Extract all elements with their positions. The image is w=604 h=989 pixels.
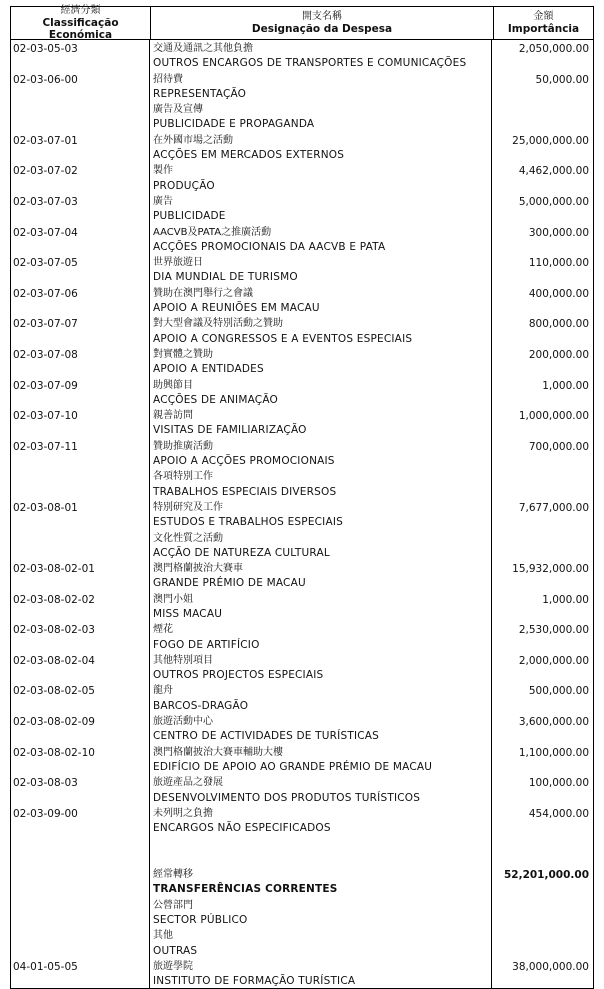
row-description — [150, 835, 492, 866]
row-desc-pt: TRABALHOS ESPECIAIS DIVERSOS — [153, 485, 337, 498]
table-row — [11, 438, 593, 469]
row-desc-pt: CENTRO DE ACTIVIDADES DE TURÍSTICAS — [153, 730, 380, 743]
header-code-pt: Classificação Económica — [42, 17, 119, 41]
row-desc-pt: APOIO A CONGRESSOS E A EVENTOS ESPECIAIS — [153, 332, 413, 345]
row-desc-pt: OUTROS PROJECTOS ESPECIAIS — [153, 669, 324, 682]
row-desc-zh: 澳門格蘭披治大賽車輔助大樓 — [153, 746, 283, 758]
table-row — [11, 377, 593, 408]
row-amount-value: 110,000.00 — [528, 257, 589, 270]
row-code — [11, 530, 150, 561]
row-desc-pt: DIA MUNDIAL DE TURISMO — [153, 271, 298, 284]
row-description — [150, 866, 492, 897]
row-desc-zh: 澳門小姐 — [153, 593, 193, 605]
row-amount — [492, 591, 593, 622]
row-amount-value: 2,000,000.00 — [518, 654, 589, 667]
row-amount — [492, 530, 593, 561]
row-desc-zh: 文化性質之活動 — [153, 532, 223, 544]
row-desc-pt: REPRESENTAÇÃO — [153, 87, 247, 100]
table-row — [11, 346, 593, 377]
row-desc-zh: 對實體之贊助 — [153, 348, 213, 360]
header-code-zh: 經濟分類 — [60, 5, 101, 16]
row-desc-zh: 對大型會議及特別活動之贊助 — [153, 318, 283, 330]
row-desc-zh: 各項特別工作 — [153, 471, 213, 483]
row-code: 02-03-08-02-09 — [11, 713, 150, 744]
row-description — [150, 713, 492, 744]
row-code: 02-03-07-09 — [11, 377, 150, 408]
table-row — [11, 835, 593, 866]
row-amount-value: 500,000.00 — [528, 685, 589, 698]
row-desc-pt: FOGO DE ARTIFÍCIO — [153, 638, 260, 651]
row-desc-pt: APOIO A REUNIÕES EM MACAU — [153, 302, 320, 315]
row-desc-zh: 世界旅遊日 — [153, 257, 203, 269]
row-desc-zh: 贊助推廣活動 — [153, 440, 213, 452]
row-code: 04-01-05-05 — [11, 958, 150, 989]
table-row — [11, 682, 593, 713]
header-amount-pt: Importância — [507, 23, 580, 35]
row-desc-pt: PUBLICIDADE E PROPAGANDA — [153, 118, 315, 131]
row-description — [150, 132, 492, 163]
row-amount-value: 200,000.00 — [528, 348, 589, 361]
row-desc-pt: DESENVOLVIMENTO DOS PRODUTOS TURÍSTICOS — [153, 791, 421, 804]
row-desc-zh: 旅遊活動中心 — [153, 716, 213, 728]
row-amount — [492, 40, 593, 71]
row-desc-zh: 煙花 — [153, 624, 173, 636]
table-header — [11, 7, 593, 40]
row-desc-pt: PUBLICIDADE — [153, 210, 226, 223]
table-row — [11, 744, 593, 775]
row-desc-zh: 旅遊產品之發展 — [153, 777, 223, 789]
table-row — [11, 530, 593, 561]
row-code: 02-03-07-02 — [11, 162, 150, 193]
row-code: 02-03-08-02-03 — [11, 621, 150, 652]
row-amount — [492, 346, 593, 377]
row-code: 02-03-07-06 — [11, 285, 150, 316]
table-row — [11, 897, 593, 928]
row-desc-pt: BARCOS-DRAGÃO — [153, 699, 249, 712]
row-amount-value: 1,000.00 — [542, 379, 589, 392]
row-amount-value: 25,000,000.00 — [512, 134, 589, 147]
table-row — [11, 927, 593, 958]
row-amount — [492, 805, 593, 836]
row-description — [150, 162, 492, 193]
row-desc-pt: INSTITUTO DE FORMAÇÃO TURÍSTICA — [153, 975, 356, 988]
row-desc-pt: ENCARGOS NÃO ESPECIFICADOS — [153, 822, 331, 835]
row-description — [150, 193, 492, 224]
row-desc-zh: 廣告 — [153, 195, 173, 207]
table-row — [11, 774, 593, 805]
table-row — [11, 285, 593, 316]
row-desc-pt: EDIFÍCIO DE APOIO AO GRANDE PRÉMIO DE MACAU — [153, 760, 433, 773]
row-desc-pt: TRANSFERÊNCIAS CORRENTES — [153, 883, 338, 896]
row-desc-zh: 未列明之負擔 — [153, 807, 213, 819]
row-amount-value: 3,600,000.00 — [518, 716, 589, 729]
row-description — [150, 40, 492, 71]
table-row — [11, 254, 593, 285]
row-amount — [492, 438, 593, 469]
row-amount-value: 52,201,000.00 — [503, 869, 589, 882]
row-desc-zh: 在外國市場之活動 — [153, 134, 233, 146]
header-amount-zh: 金額 — [533, 11, 554, 22]
row-desc-pt: ESTUDOS E TRABALHOS ESPECIAIS — [153, 516, 344, 529]
row-amount — [492, 866, 593, 897]
row-desc-pt: ACÇÕES EM MERCADOS EXTERNOS — [153, 149, 345, 162]
row-description — [150, 621, 492, 652]
row-desc-zh: 廣告及宣傳 — [153, 104, 203, 116]
row-description — [150, 958, 492, 989]
row-code — [11, 468, 150, 499]
row-desc-zh: 其他特別項目 — [153, 654, 213, 666]
row-amount — [492, 162, 593, 193]
header-amount — [494, 7, 593, 39]
row-amount-value: 7,677,000.00 — [518, 501, 589, 514]
row-amount-value: 15,932,000.00 — [512, 563, 589, 576]
table-row — [11, 805, 593, 836]
row-code: 02-03-05-03 — [11, 40, 150, 71]
row-desc-zh: 招待費 — [153, 73, 183, 85]
row-amount-value: 454,000.00 — [528, 807, 589, 820]
row-desc-zh: 贊助在澳門舉行之會議 — [153, 287, 253, 299]
row-code: 02-03-07-04 — [11, 224, 150, 255]
table-row — [11, 224, 593, 255]
row-description — [150, 744, 492, 775]
row-description — [150, 560, 492, 591]
row-amount — [492, 682, 593, 713]
row-amount — [492, 621, 593, 652]
row-amount — [492, 744, 593, 775]
table-row — [11, 407, 593, 438]
row-description — [150, 101, 492, 132]
row-desc-zh: 製作 — [153, 165, 173, 177]
row-desc-zh: 龍舟 — [153, 685, 173, 697]
budget-table — [10, 6, 594, 989]
row-description — [150, 591, 492, 622]
row-description — [150, 652, 492, 683]
row-code: 02-03-08-02-10 — [11, 744, 150, 775]
row-description — [150, 468, 492, 499]
row-amount — [492, 132, 593, 163]
header-desc-zh: 開支名稱 — [302, 11, 342, 22]
row-description — [150, 530, 492, 561]
row-code: 02-03-07-01 — [11, 132, 150, 163]
row-amount — [492, 224, 593, 255]
row-desc-pt — [153, 852, 491, 866]
row-amount-value: 1,000,000.00 — [518, 410, 589, 423]
row-desc-zh — [153, 837, 491, 851]
row-amount-value: 1,000.00 — [542, 593, 589, 606]
row-description — [150, 377, 492, 408]
row-amount-value: 800,000.00 — [528, 318, 589, 331]
row-description — [150, 774, 492, 805]
row-description — [150, 682, 492, 713]
row-desc-zh: AACVB及PATA之推廣活動 — [153, 226, 272, 238]
row-amount — [492, 713, 593, 744]
row-description — [150, 315, 492, 346]
table-row — [11, 591, 593, 622]
table-row — [11, 132, 593, 163]
row-amount — [492, 468, 593, 499]
row-description — [150, 346, 492, 377]
row-code: 02-03-08-02-04 — [11, 652, 150, 683]
row-code: 02-03-08-02-05 — [11, 682, 150, 713]
table-row — [11, 621, 593, 652]
row-desc-pt: VISITAS DE FAMILIARIZAÇÃO — [153, 424, 307, 437]
row-desc-pt: MISS MACAU — [153, 607, 223, 620]
row-code: 02-03-07-03 — [11, 193, 150, 224]
table-row — [11, 193, 593, 224]
row-code: 02-03-07-08 — [11, 346, 150, 377]
row-amount-value: 38,000,000.00 — [512, 960, 589, 973]
header-description — [151, 7, 494, 39]
table-row — [11, 866, 593, 897]
table-row — [11, 652, 593, 683]
row-amount — [492, 835, 593, 866]
row-description — [150, 927, 492, 958]
row-amount — [492, 285, 593, 316]
row-code: 02-03-07-11 — [11, 438, 150, 469]
row-description — [150, 499, 492, 530]
row-amount — [492, 315, 593, 346]
row-amount — [492, 927, 593, 958]
row-desc-zh: 交通及通訊之其他負擔 — [153, 43, 253, 54]
row-amount-value: 2,530,000.00 — [518, 624, 589, 637]
row-amount — [492, 193, 593, 224]
table-row — [11, 713, 593, 744]
row-code — [11, 897, 150, 928]
row-code — [11, 835, 150, 866]
table-row — [11, 499, 593, 530]
row-code: 02-03-09-00 — [11, 805, 150, 836]
row-desc-pt: APOIO A ACÇÕES PROMOCIONAIS — [153, 455, 335, 468]
row-code: 02-03-08-03 — [11, 774, 150, 805]
row-amount-value: 5,000,000.00 — [518, 195, 589, 208]
row-amount-value: 100,000.00 — [528, 777, 589, 790]
row-amount — [492, 101, 593, 132]
row-amount — [492, 71, 593, 102]
row-description — [150, 407, 492, 438]
row-amount — [492, 958, 593, 989]
row-amount-value: 1,100,000.00 — [518, 746, 589, 759]
row-amount-value: 400,000.00 — [528, 287, 589, 300]
table-row — [11, 101, 593, 132]
row-desc-zh: 經常轉移 — [153, 869, 193, 881]
row-desc-pt: PRODUÇÃO — [153, 179, 215, 192]
row-code: 02-03-08-02-02 — [11, 591, 150, 622]
row-amount-value: 50,000.00 — [535, 73, 589, 86]
row-description — [150, 71, 492, 102]
row-code — [11, 101, 150, 132]
row-desc-pt: APOIO A ENTIDADES — [153, 363, 264, 376]
row-desc-pt: OUTRAS — [153, 944, 198, 957]
row-code: 02-03-07-05 — [11, 254, 150, 285]
row-code: 02-03-08-02-01 — [11, 560, 150, 591]
row-amount — [492, 499, 593, 530]
table-row — [11, 468, 593, 499]
table-row — [11, 958, 593, 989]
table-row — [11, 162, 593, 193]
table-row — [11, 71, 593, 102]
row-amount — [492, 897, 593, 928]
row-description — [150, 438, 492, 469]
header-code — [11, 7, 151, 39]
row-desc-zh: 親善訪問 — [153, 410, 193, 422]
row-amount-value: 700,000.00 — [528, 440, 589, 453]
row-desc-pt: SECTOR PÚBLICO — [153, 913, 248, 926]
row-amount — [492, 254, 593, 285]
row-code: 02-03-06-00 — [11, 71, 150, 102]
row-desc-zh: 公營部門 — [153, 899, 193, 911]
row-description — [150, 254, 492, 285]
header-desc-pt: Designação da Despesa — [251, 23, 393, 35]
table-row — [11, 315, 593, 346]
row-desc-zh: 助興節目 — [153, 379, 193, 391]
row-amount — [492, 377, 593, 408]
row-desc-zh: 旅遊學院 — [153, 960, 193, 972]
row-amount — [492, 652, 593, 683]
row-description — [150, 224, 492, 255]
row-code: 02-03-08-01 — [11, 499, 150, 530]
row-amount — [492, 774, 593, 805]
row-amount — [492, 560, 593, 591]
table-row — [11, 560, 593, 591]
row-amount-value: 300,000.00 — [528, 226, 589, 239]
table-body — [11, 40, 593, 988]
row-code — [11, 927, 150, 958]
row-desc-pt: GRANDE PRÉMIO DE MACAU — [153, 577, 306, 590]
row-amount-value: 4,462,000.00 — [518, 165, 589, 178]
row-desc-pt: ACÇÕES PROMOCIONAIS DA AACVB E PATA — [153, 240, 386, 253]
row-desc-pt: ACÇÃO DE NATUREZA CULTURAL — [153, 546, 330, 559]
row-desc-zh: 其他 — [153, 930, 173, 942]
row-description — [150, 805, 492, 836]
table-row — [11, 40, 593, 71]
row-desc-pt: OUTROS ENCARGOS DE TRANSPORTES E COMUNICAÇÕES — [153, 57, 467, 70]
row-code: 02-03-07-10 — [11, 407, 150, 438]
row-code: 02-03-07-07 — [11, 315, 150, 346]
row-desc-zh: 特別研究及工作 — [153, 501, 223, 513]
row-description — [150, 285, 492, 316]
row-desc-zh: 澳門格蘭披治大賽車 — [153, 563, 243, 575]
row-amount — [492, 407, 593, 438]
row-amount-value: 2,050,000.00 — [518, 43, 589, 55]
row-code — [11, 866, 150, 897]
row-description — [150, 897, 492, 928]
row-desc-pt: ACÇÕES DE ANIMAÇÃO — [153, 393, 279, 406]
